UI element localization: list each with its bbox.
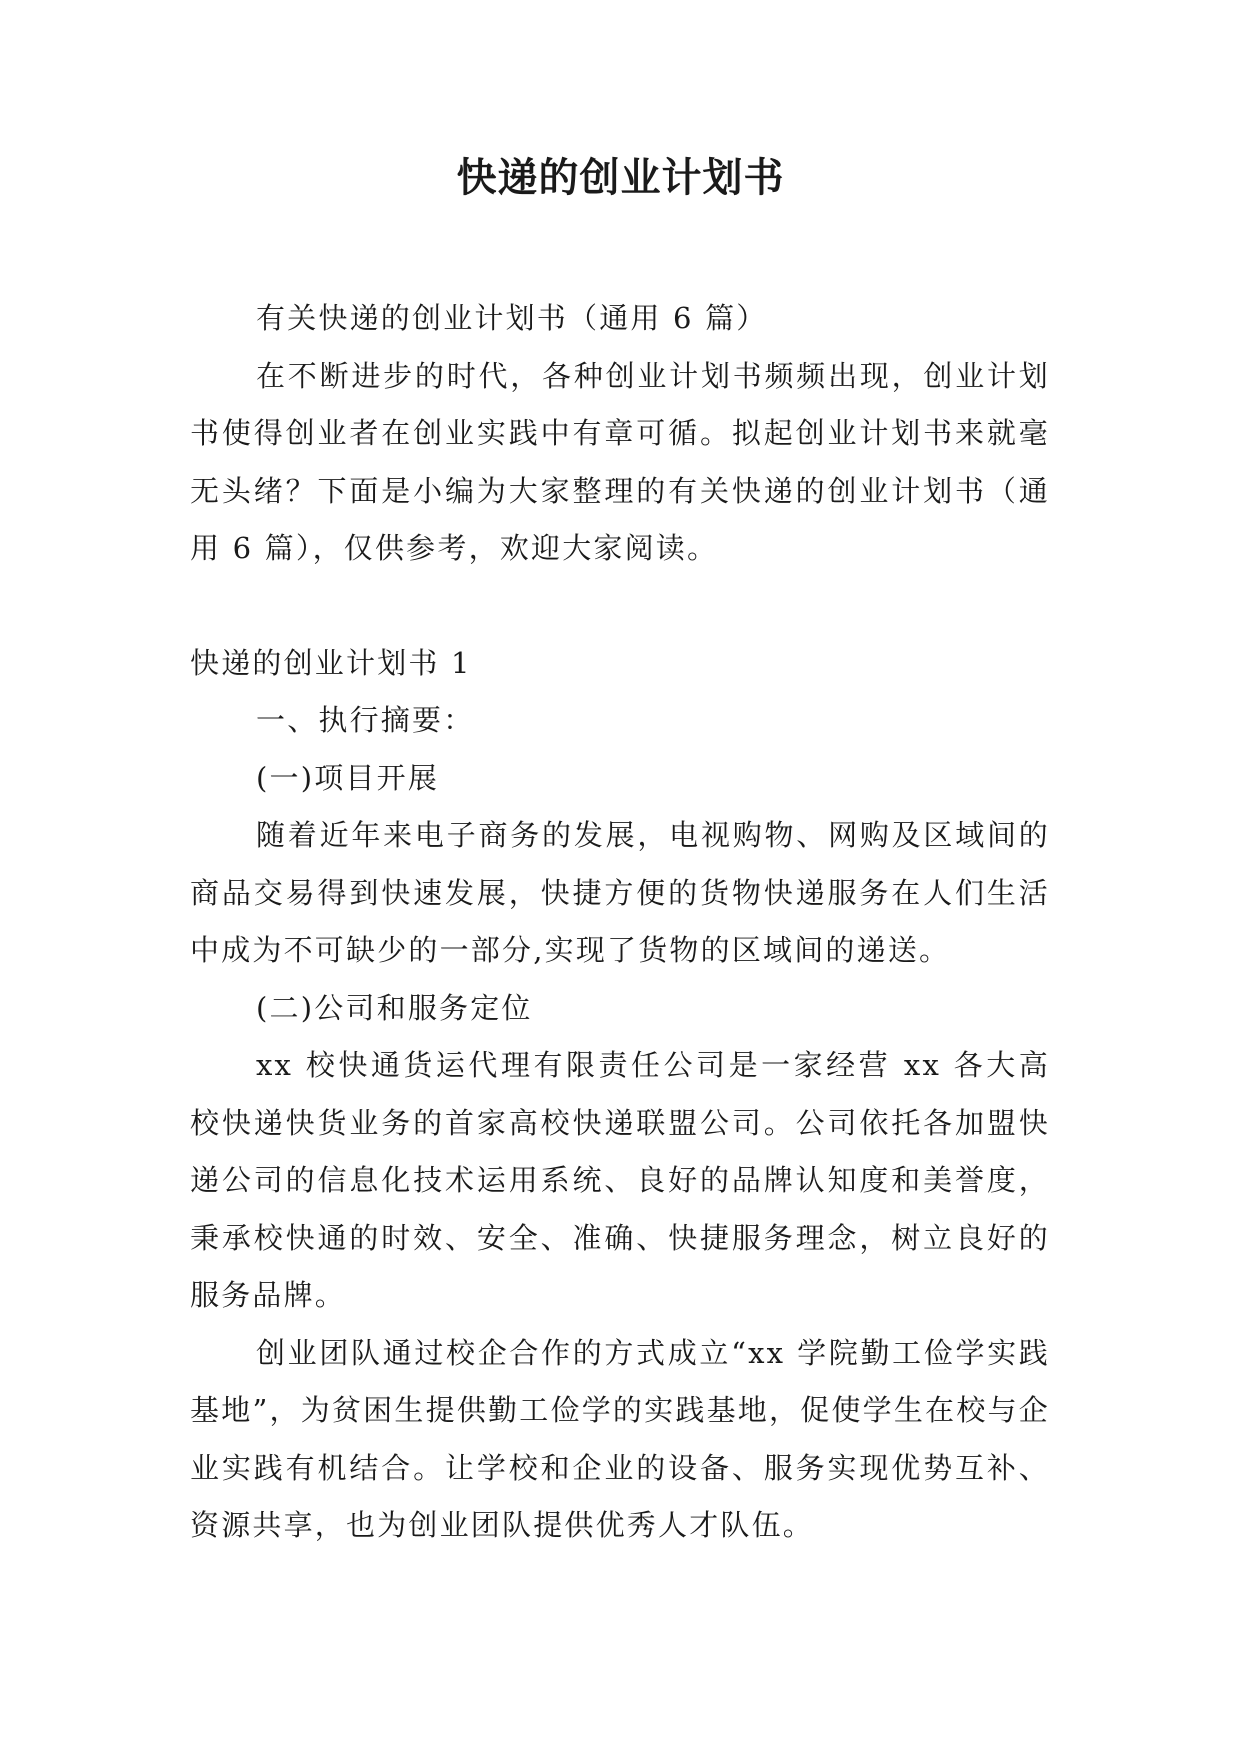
section-title: 快递的创业计划书 1	[190, 645, 472, 680]
paragraph-project: 随着近年来电子商务的发展，电视购物、网购及区域间的商品交易得到快速发展，快捷方便的货物快递服务在人们生活中成为不可缺少的一部分,实现了货物的区域间的递送。	[190, 818, 1050, 967]
intro-paragraph: 在不断进步的时代，各种创业计划书频频出现，创业计划书使得创业者在创业实践中有章可循。拟起创业计划书来就毫无头绪？下面是小编为大家整理的有关快递的创业计划书（通用 6 篇），仅供参考，欢迎大家阅读。	[190, 358, 1050, 565]
document-subtitle: 有关快递的创业计划书（通用 6 篇）	[256, 301, 768, 335]
document-title: 快递的创业计划书	[456, 155, 785, 201]
document-body	[190, 290, 1050, 1555]
subheading-company: (二)公司和服务定位	[256, 990, 533, 1025]
paragraph-team: 创业团队通过校企合作的方式成立“xx 学院勤工俭学实践基地”，为贫困生提供勤工俭学的实践基地，促使学生在校与企业实践有机结合。让学校和企业的设备、服务实现优势互补、资源共享，也为创业团队提供优秀人才队伍。	[190, 1335, 1050, 1542]
paragraph-company: xx 校快通货运代理有限责任公司是一家经营 xx 各大高校快递快货业务的首家高校快递联盟公司。公司依托各加盟快递公司的信息化技术运用系统、良好的品牌认知度和美誉度，秉承校快通的时效、安全、准确、快捷服务理念，树立良好的服务品牌。	[190, 1048, 1050, 1312]
subheading-project: (一)项目开展	[256, 760, 440, 795]
heading-executive-summary: 一、执行摘要：	[256, 703, 475, 737]
